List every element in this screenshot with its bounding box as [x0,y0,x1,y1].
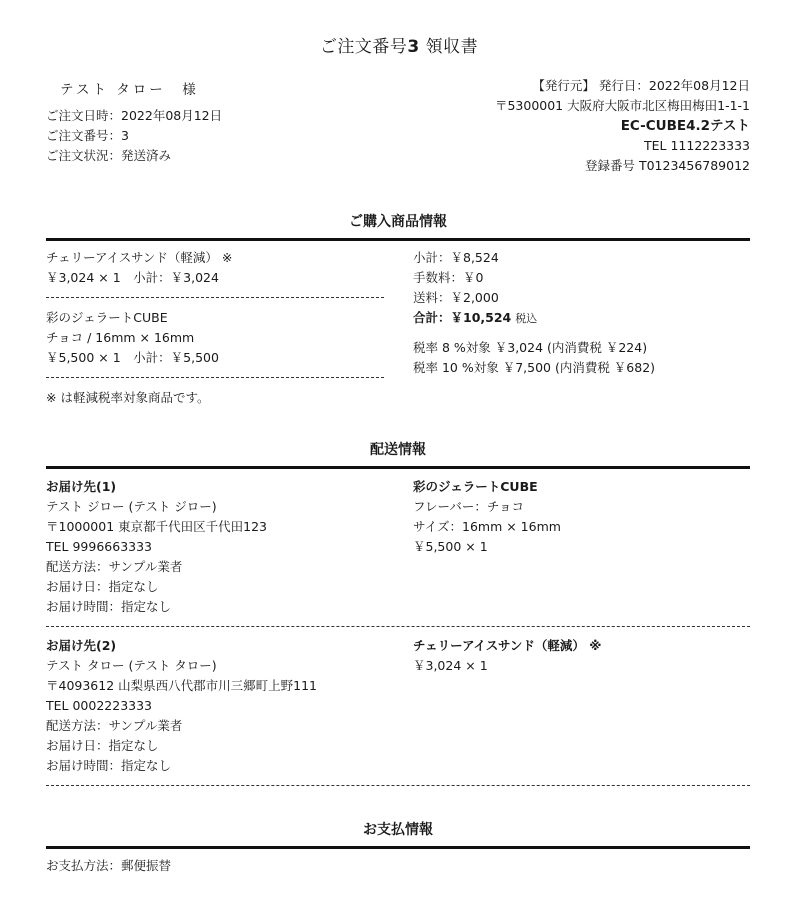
grand-total [413,308,655,329]
order-number-label: ご注文番号： [46,128,122,143]
title-order-number: 3 [407,37,420,57]
shipping-fee: 送料：￥2,000 [413,290,499,305]
item-name: 彩のジェラートCUBE [46,310,168,325]
reduced-tax-note: ※ は軽減税率対象商品です。 [46,390,210,405]
issuer-tel: TEL 1112223333 [644,138,750,153]
item-2 [46,308,219,368]
shipment-product-price: ￥5,500 × 1 [413,539,488,554]
shipment-method: 配送方法：サンプル業者 [46,718,183,733]
total-tax-note: 税込 [515,312,538,325]
shipment-date: お届け日：指定なし [46,738,159,753]
order-status-row [46,146,222,166]
item-name: チェリーアイスサンド（軽減） ※ [46,250,233,265]
shipment-product-price: ￥3,024 × 1 [413,658,488,673]
title-prefix: ご注文番号 [319,37,408,57]
customer-name: テスト タロー 様 [60,82,199,98]
totals-block [413,248,655,378]
shipment-time: お届け時間：指定なし [46,758,172,773]
shipment-1-products [413,477,561,557]
shipment-recipient: テスト タロー (テスト タロー) [46,658,217,673]
shipment-tel: TEL 9996663333 [46,539,152,554]
item-divider [46,377,384,378]
item-price-line: ￥5,500 × 1 小計：￥5,500 [46,350,219,365]
total-value: ￥10,524 [450,310,512,325]
purchase-section-heading: ご購入商品情報 [46,211,750,241]
issuer-block [495,76,750,176]
order-number-row [46,126,222,146]
shipment-tel: TEL 0002223333 [46,698,152,713]
shipment-1 [46,477,267,617]
fee: 手数料：￥0 [413,270,484,285]
order-date: 2022年08月12日 [121,108,223,123]
order-status: 発送済み [121,148,172,163]
tax-10-line: 税率 10 %対象 ￥7,500 (内消費税 ￥682) [413,360,656,375]
issuer-address: 〒5300001 大阪府大阪市北区梅田梅田1-1-1 [494,98,750,113]
shipment-method: 配送方法：サンプル業者 [46,559,183,574]
registration-number: 登録番号 T0123456789012 [585,158,750,173]
shipping-section-heading: 配送情報 [46,439,750,469]
shipment-divider [46,626,750,627]
shipment-recipient: テスト ジロー (テスト ジロー) [46,499,217,514]
item-divider [46,297,384,298]
shipment-2-products [413,636,601,676]
issue-line: 【発行元】 発行日：2022年08月12日 [532,78,750,93]
shipment-time: お届け時間：指定なし [46,599,172,614]
shipment-address: 〒1000001 東京都千代田区千代田123 [46,519,268,534]
shipment-product-name: チェリーアイスサンド（軽減） ※ [413,638,602,653]
shipment-heading: お届け先(1) [46,479,117,494]
title-suffix: 領収書 [419,37,479,57]
subtotal: 小計：￥8,524 [413,250,499,265]
order-status-label: ご注文状況： [46,148,122,163]
total-label: 合計： [413,310,451,325]
shipment-product-size: サイズ：16mm × 16mm [413,519,561,534]
shipment-address: 〒4093612 山梨県西八代郡市川三郷町上野111 [46,678,318,693]
payment-section-heading: お支払情報 [46,819,750,849]
item-1 [46,248,232,288]
tax-8-line: 税率 8 %対象 ￥3,024 (内消費税 ￥224) [413,340,648,355]
shop-name: EC-CUBE4.2テスト [620,118,750,134]
shipment-product-name: 彩のジェラートCUBE [413,479,538,494]
shipment-date: お届け日：指定なし [46,579,159,594]
item-option: チョコ / 16mm × 16mm [46,330,195,345]
shipment-product-flavor: フレーバー：チョコ [413,499,525,514]
page-title [0,32,798,57]
shipment-heading: お届け先(2) [46,638,117,653]
shipment-2 [46,636,317,776]
order-number: 3 [121,128,129,143]
shipment-divider [46,785,750,786]
payment-method: お支払方法：郵便振替 [46,858,172,873]
order-meta [46,106,222,166]
item-price-line: ￥3,024 × 1 小計：￥3,024 [46,270,219,285]
order-date-label: ご注文日時： [46,108,122,123]
order-date-row [46,106,222,126]
